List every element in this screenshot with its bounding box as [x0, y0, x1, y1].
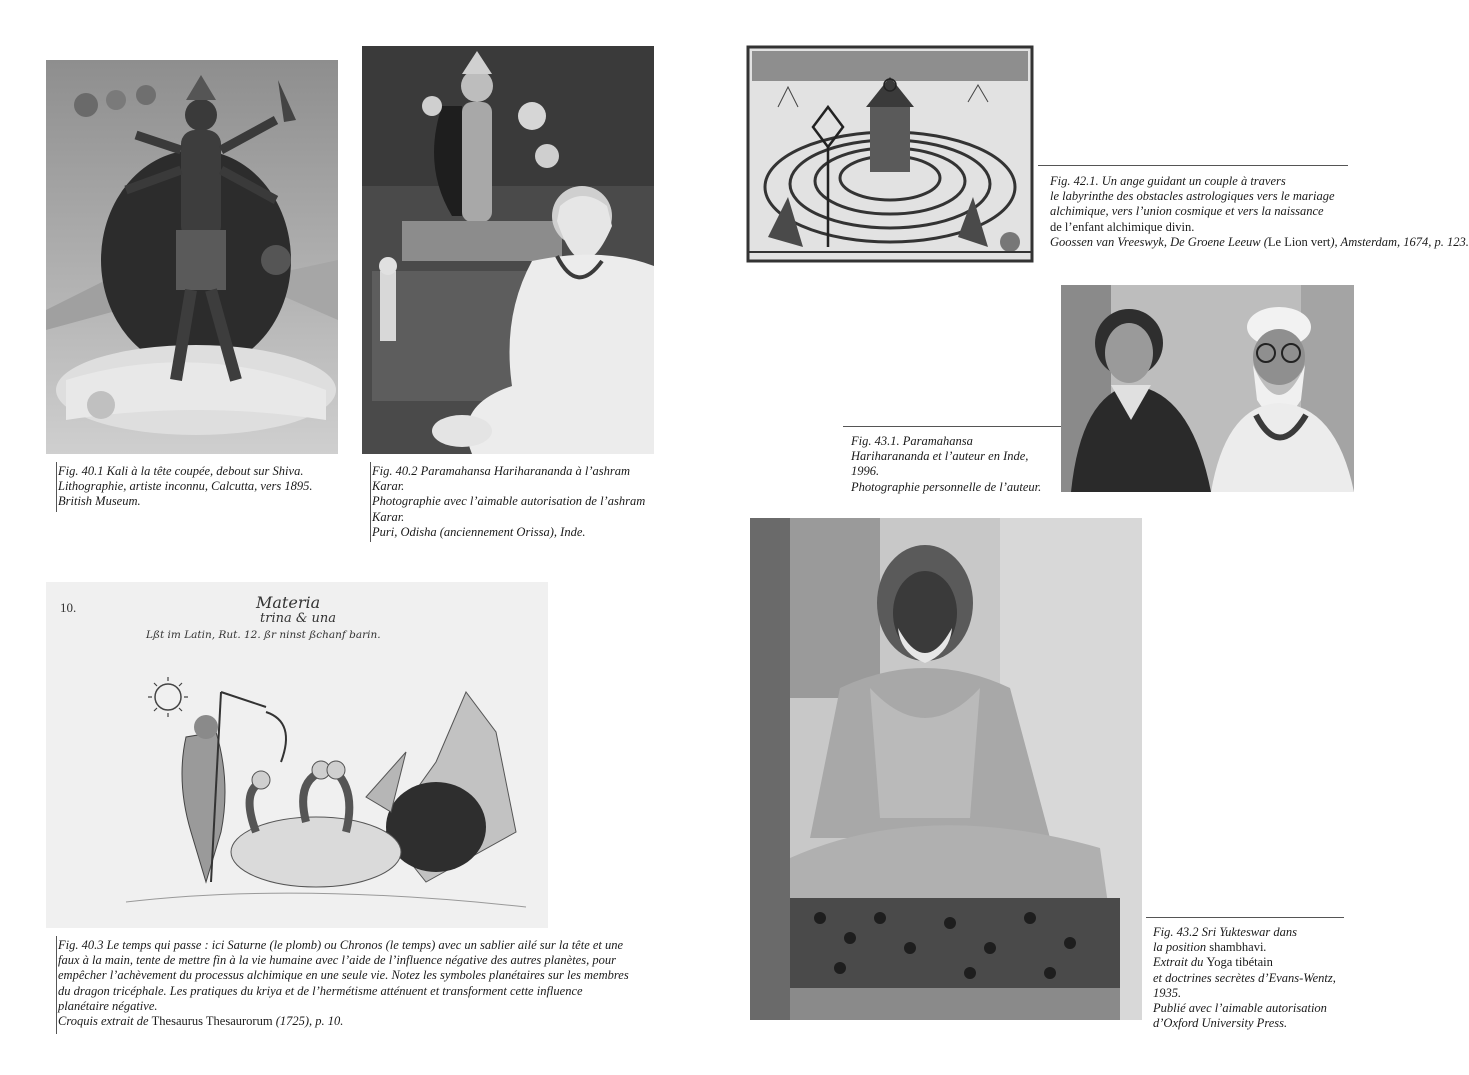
- caption-source-title: Thesaurus Thesaurorum: [151, 1014, 273, 1029]
- sketch-title-2: trina & una: [260, 611, 337, 626]
- caption-line: Karar.: [372, 479, 405, 494]
- caption-source-line: [58, 1014, 629, 1029]
- caption-source-suffix: (1725), p. 10.: [272, 1014, 344, 1029]
- caption-term: shambhavi: [1209, 940, 1264, 955]
- caption-line: de l’enfant alchimique divin.: [1050, 219, 1195, 234]
- caption-text: .: [1263, 940, 1267, 955]
- sketch-script-line: Lßt im Latin, Rut. 12. ßr ninst ßchanf barin.: [146, 629, 381, 641]
- figure-40-1-caption: [58, 464, 313, 510]
- caption-line: alchimique, vers l’union cosmique et vers la naissance: [1050, 204, 1324, 219]
- caption-rule: [1038, 165, 1348, 166]
- caption-rule: [1146, 917, 1344, 918]
- caption-line: British Museum.: [58, 494, 141, 509]
- caption-line: du dragon tricéphale. Les pratiques du kriya et de l’hermétisme atténuent et transforment cette influence: [58, 983, 583, 998]
- caption-source-suffix: ), Amsterdam, 1674, p. 123.: [1330, 234, 1469, 249]
- labyrinth-engraving-icon: [748, 47, 1032, 261]
- caption-rule: [56, 936, 57, 1034]
- figure-42-1-caption: [1050, 174, 1469, 250]
- figure-43-1-caption: [851, 434, 1041, 495]
- caption-line: Fig. 42.1. Un ange guidant un couple à travers: [1050, 174, 1286, 188]
- figure-40-1-image: [46, 60, 338, 454]
- caption-line: faux à la main, tente de mettre fin à la vie humaine avec l’aide de l’influence négative des autres planètes, pour: [58, 953, 616, 968]
- caption-line: Fig. 40.2 Paramahansa Hariharananda à l’ashram: [372, 464, 630, 478]
- figure-43-1-image: [1061, 285, 1354, 492]
- caption-book-title: Yoga tibétain: [1206, 955, 1273, 970]
- yukteswar-photo-icon: [750, 518, 1142, 1020]
- sketch-page-number: 10.: [60, 600, 77, 615]
- caption-line: Puri, Odisha (anciennement Orissa), Inde.: [372, 524, 586, 539]
- saturn-dragon-sketch-icon: [46, 582, 548, 928]
- caption-line: empêcher l’achèvement du processus alchimique en une seule vie. Notez les symboles planétaires sur les membres: [58, 968, 629, 983]
- caption-line: Fig. 43.1. Paramahansa: [851, 434, 973, 448]
- caption-line: planétaire négative.: [58, 998, 158, 1013]
- caption-source-title: Le Lion vert: [1267, 234, 1331, 249]
- caption-line: Hariharananda et l’auteur en Inde,: [851, 449, 1029, 464]
- caption-rule: [370, 462, 371, 542]
- caption-text: la position: [1153, 940, 1210, 955]
- caption-source-line: [1050, 235, 1469, 250]
- caption-line: Lithographie, artiste inconnu, Calcutta, vers 1895.: [58, 479, 313, 494]
- figure-40-2-image: [362, 46, 654, 454]
- caption-line: le labyrinthe des obstacles astrologiques vers le mariage: [1050, 189, 1335, 204]
- caption-line: Fig. 43.2 Sri Yukteswar dans: [1153, 925, 1298, 939]
- caption-line: Karar.: [372, 509, 405, 524]
- two-men-photo-icon: [1061, 285, 1354, 492]
- ashram-photo-icon: [362, 46, 654, 454]
- caption-line: d’Oxford University Press.: [1153, 1016, 1288, 1031]
- caption-text: Extrait du: [1153, 955, 1207, 970]
- caption-line: et doctrines secrètes d’Evans-Wentz,: [1153, 970, 1336, 985]
- figure-43-2-image: [750, 518, 1142, 1020]
- figure-42-1-image: [748, 47, 1032, 261]
- figure-40-3-caption: [58, 938, 629, 1029]
- caption-source-prefix: Goossen van Vreeswyk, De Groene Leeuw (: [1050, 234, 1268, 249]
- caption-line: 1935.: [1153, 985, 1182, 1000]
- figure-43-2-caption: [1153, 925, 1336, 1031]
- figure-40-2-caption: [372, 464, 645, 540]
- caption-line: 1996.: [851, 464, 880, 479]
- sketch-title-1: Materia: [256, 593, 321, 612]
- caption-line: Photographie personnelle de l’auteur.: [851, 479, 1042, 494]
- caption-line: [1153, 940, 1336, 955]
- caption-line: Publié avec l’aimable autorisation: [1153, 1001, 1327, 1016]
- caption-source-prefix: Croquis extrait de: [58, 1014, 152, 1029]
- caption-line: [1153, 955, 1336, 970]
- caption-line: Fig. 40.3 Le temps qui passe : ici Saturne (le plomb) ou Chronos (le temps) avec un sablier ailé sur la tête et une: [58, 938, 624, 952]
- caption-rule: [56, 462, 57, 512]
- caption-line: Photographie avec l’aimable autorisation de l’ashram: [372, 494, 646, 509]
- caption-line: Fig. 40.1 Kali à la tête coupée, debout sur Shiva.: [58, 464, 304, 478]
- kali-lithograph-icon: [46, 60, 338, 454]
- caption-rule: [843, 426, 1061, 427]
- figure-40-3-image: [46, 582, 548, 928]
